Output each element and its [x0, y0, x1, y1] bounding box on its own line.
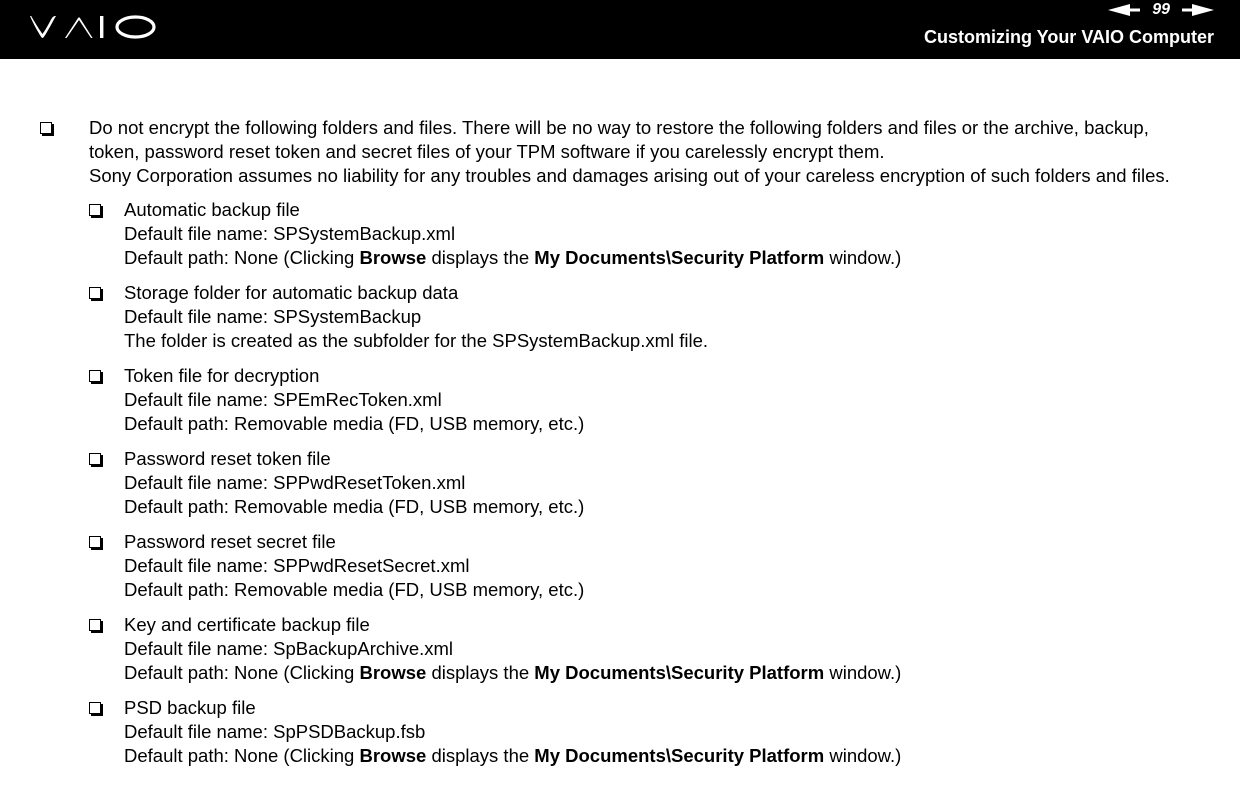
checkbox-square-icon [89, 204, 101, 216]
item-title: Token file for decryption [124, 365, 320, 386]
item-path [124, 246, 1200, 270]
list-item [89, 530, 1200, 602]
intro-paragraph: Do not encrypt the following folders and files. There will be no way to restore the following folders and files or the archive, backup, token, password reset token and secret files of your TPM software if you carelessly encrypt them. [89, 117, 1149, 162]
list-item [89, 281, 1200, 353]
checkbox-square-icon [40, 122, 52, 134]
list-item [89, 613, 1200, 685]
checkbox-square-icon [89, 287, 101, 299]
checkbox-square-icon [89, 702, 101, 714]
path-text: window.) [824, 247, 902, 268]
list-item [89, 447, 1200, 519]
item-title: Password reset token file [124, 448, 331, 469]
path-text: window.) [824, 662, 902, 683]
file-list [89, 198, 1200, 768]
item-path: Default path: Removable media (FD, USB memory, etc.) [124, 579, 585, 600]
checkbox-square-icon [89, 453, 101, 465]
item-title: Key and certificate backup file [124, 614, 370, 635]
item-title: PSD backup file [124, 697, 256, 718]
item-file-name: Default file name: SPPwdResetSecret.xml [124, 555, 470, 576]
path-text: Default path: None (Clicking [124, 745, 360, 766]
section-title: Customizing Your VAIO Computer [923, 27, 1214, 47]
folder-label: My Documents\Security Platform [534, 662, 825, 683]
item-path [124, 744, 1200, 768]
list-item [89, 696, 1200, 768]
vaio-logo [28, 7, 158, 47]
item-path: Default path: Removable media (FD, USB memory, etc.) [124, 413, 585, 434]
path-text: displays the [426, 662, 535, 683]
checkbox-square-icon [89, 536, 101, 548]
path-text: window.) [824, 745, 902, 766]
item-path: Default path: Removable media (FD, USB memory, etc.) [124, 496, 585, 517]
checkbox-square-icon [89, 619, 101, 631]
item-title: Automatic backup file [124, 199, 300, 220]
browse-label: Browse [359, 662, 427, 683]
item-note: The folder is created as the subfolder for the SPSystemBackup.xml file. [124, 330, 709, 351]
item-file-name: Default file name: SPSystemBackup.xml [124, 223, 456, 244]
item-file-name: Default file name: SPPwdResetToken.xml [124, 472, 466, 493]
item-title: Storage folder for automatic backup data [124, 282, 459, 303]
path-text: Default path: None (Clicking [124, 247, 360, 268]
item-file-name: Default file name: SpBackupArchive.xml [124, 638, 454, 659]
item-path [124, 661, 1200, 685]
item-file-name: Default file name: SPEmRecToken.xml [124, 389, 442, 410]
path-text: Default path: None (Clicking [124, 662, 360, 683]
folder-label: My Documents\Security Platform [534, 745, 825, 766]
folder-label: My Documents\Security Platform [534, 247, 825, 268]
left-arrow-icon[interactable] [1108, 3, 1140, 17]
checkbox-square-icon [89, 370, 101, 382]
page-content [0, 116, 1240, 779]
path-text: displays the [426, 247, 535, 268]
browse-label: Browse [359, 745, 427, 766]
path-text: displays the [426, 745, 535, 766]
right-arrow-icon[interactable] [1182, 3, 1214, 17]
page-number: 99 [1152, 1, 1170, 18]
page-header [0, 0, 1240, 59]
main-list-item [0, 116, 1240, 768]
list-item [89, 198, 1200, 270]
list-item [89, 364, 1200, 436]
page-navigation [1108, 0, 1214, 20]
item-file-name: Default file name: SPSystemBackup [124, 306, 422, 327]
disclaimer-paragraph: Sony Corporation assumes no liability for any troubles and damages arising out of your careless encryption of such folders and files. [89, 165, 1170, 186]
browse-label: Browse [359, 247, 427, 268]
item-title: Password reset secret file [124, 531, 336, 552]
item-file-name: Default file name: SpPSDBackup.fsb [124, 721, 426, 742]
